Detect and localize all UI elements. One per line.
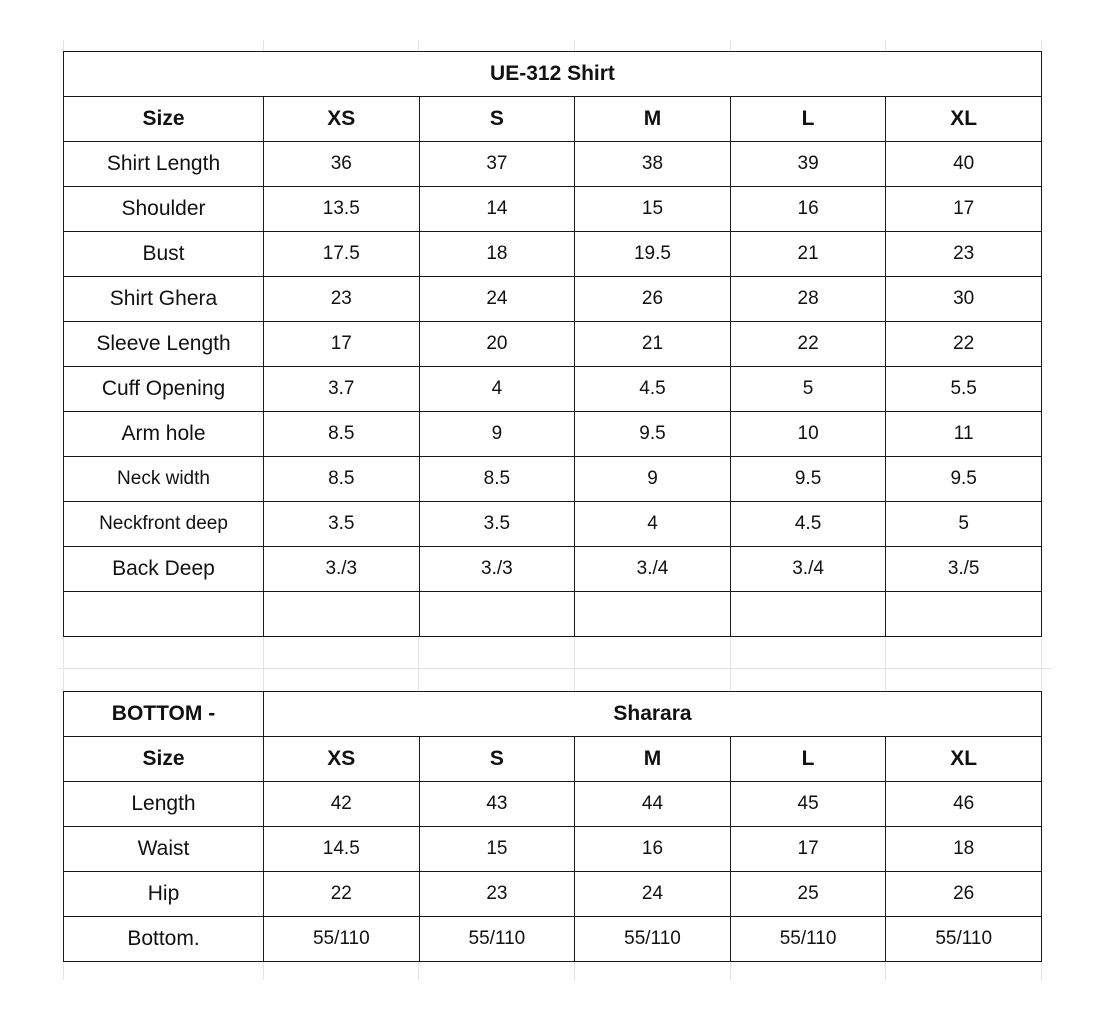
row-label: Shirt Length [64,142,264,187]
table-cell: 18 [419,232,575,277]
table-cell: 5 [886,502,1042,547]
table-cell: 46 [886,782,1042,827]
size-header-xl: XL [886,97,1042,142]
size-header-m: M [575,737,731,782]
table-cell: 3./3 [419,547,575,592]
table-cell: 14 [419,187,575,232]
shirt-size-header-row [64,97,1042,142]
table-cell: 3.5 [419,502,575,547]
table-cell: 3./5 [886,547,1042,592]
table-row [64,827,1042,872]
table-cell: 14.5 [264,827,420,872]
row-label: Waist [64,827,264,872]
table-row [64,457,1042,502]
table-cell: 23 [886,232,1042,277]
table-cell: 15 [575,187,731,232]
table-cell: 15 [419,827,575,872]
row-label: Hip [64,872,264,917]
table-cell: 4.5 [730,502,886,547]
size-header-s: S [419,737,575,782]
table-cell: 16 [730,187,886,232]
row-label: Bust [64,232,264,277]
table-row [64,367,1042,412]
table-cell: 17 [886,187,1042,232]
table-row [64,872,1042,917]
table-row [64,322,1042,367]
table-row [64,412,1042,457]
table-cell: 26 [886,872,1042,917]
empty-cell [886,592,1042,637]
table-cell: 4.5 [575,367,731,412]
row-label: Back Deep [64,547,264,592]
table-cell: 17.5 [264,232,420,277]
table-cell: 26 [575,277,731,322]
sheet-gridline [58,668,1053,669]
table-cell: 22 [730,322,886,367]
table-cell: 4 [575,502,731,547]
bottom-label: BOTTOM - [64,692,264,737]
table-cell: 55/110 [264,917,420,962]
bottom-title-row [64,692,1042,737]
table-cell: 3.7 [264,367,420,412]
table-cell: 55/110 [886,917,1042,962]
table-cell: 17 [264,322,420,367]
table-cell: 8.5 [264,457,420,502]
empty-cell [730,592,886,637]
empty-cell [264,592,420,637]
shirt-table-title: UE-312 Shirt [64,52,1042,97]
table-cell: 9.5 [730,457,886,502]
empty-cell [64,592,264,637]
table-cell: 21 [730,232,886,277]
table-cell: 38 [575,142,731,187]
table-cell: 3.5 [264,502,420,547]
table-cell: 3./4 [730,547,886,592]
table-cell: 55/110 [575,917,731,962]
table-cell: 9.5 [575,412,731,457]
bottom-style-title: Sharara [264,692,1042,737]
table-cell: 23 [419,872,575,917]
size-header-label: Size [64,97,264,142]
size-header-xs: XS [264,97,420,142]
table-cell: 21 [575,322,731,367]
size-header-l: L [730,737,886,782]
table-cell: 36 [264,142,420,187]
table-row [64,142,1042,187]
table-cell: 5 [730,367,886,412]
row-label: Neckfront deep [64,502,264,547]
shirt-size-table [63,51,1042,637]
table-cell: 24 [419,277,575,322]
table-cell: 28 [730,277,886,322]
table-cell: 40 [886,142,1042,187]
size-header-xs: XS [264,737,420,782]
table-cell: 23 [264,277,420,322]
table-row [64,917,1042,962]
table-cell: 39 [730,142,886,187]
size-header-l: L [730,97,886,142]
table-cell: 20 [419,322,575,367]
table-row [64,502,1042,547]
shirt-title-row [64,52,1042,97]
empty-cell [575,592,731,637]
table-cell: 3./4 [575,547,731,592]
table-cell: 55/110 [730,917,886,962]
bottom-size-table [63,691,1042,962]
size-header-label: Size [64,737,264,782]
row-label: Shirt Ghera [64,277,264,322]
empty-row [64,592,1042,637]
size-header-s: S [419,97,575,142]
table-cell: 9.5 [886,457,1042,502]
table-cell: 10 [730,412,886,457]
table-cell: 5.5 [886,367,1042,412]
table-cell: 16 [575,827,731,872]
table-cell: 13.5 [264,187,420,232]
table-cell: 8.5 [264,412,420,457]
table-cell: 22 [264,872,420,917]
table-cell: 3./3 [264,547,420,592]
table-cell: 4 [419,367,575,412]
size-header-m: M [575,97,731,142]
table-cell: 8.5 [419,457,575,502]
table-row [64,782,1042,827]
table-cell: 55/110 [419,917,575,962]
table-row [64,187,1042,232]
row-label: Arm hole [64,412,264,457]
table-cell: 24 [575,872,731,917]
bottom-size-header-row [64,737,1042,782]
table-cell: 25 [730,872,886,917]
table-cell: 18 [886,827,1042,872]
table-row [64,277,1042,322]
table-cell: 42 [264,782,420,827]
row-label: Length [64,782,264,827]
table-row [64,547,1042,592]
empty-cell [419,592,575,637]
table-row [64,232,1042,277]
row-label: Cuff Opening [64,367,264,412]
row-label: Bottom. [64,917,264,962]
row-label: Neck width [64,457,264,502]
table-cell: 22 [886,322,1042,367]
table-cell: 43 [419,782,575,827]
table-cell: 45 [730,782,886,827]
row-label: Shoulder [64,187,264,232]
table-cell: 37 [419,142,575,187]
table-cell: 30 [886,277,1042,322]
row-label: Sleeve Length [64,322,264,367]
table-cell: 19.5 [575,232,731,277]
size-header-xl: XL [886,737,1042,782]
table-cell: 17 [730,827,886,872]
table-cell: 44 [575,782,731,827]
table-cell: 9 [575,457,731,502]
table-cell: 9 [419,412,575,457]
table-cell: 11 [886,412,1042,457]
